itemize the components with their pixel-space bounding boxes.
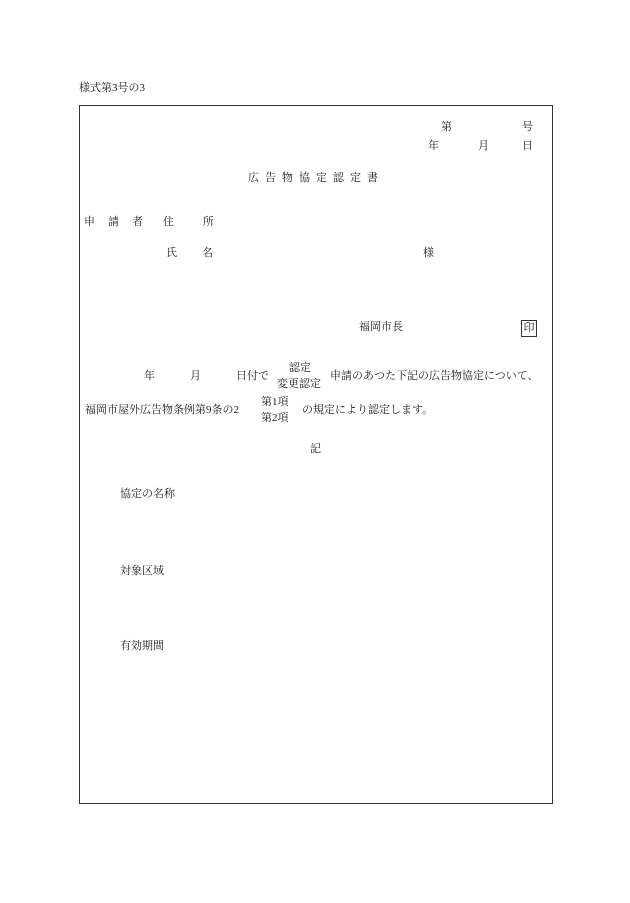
form-number-label: 様式第3号の3: [79, 82, 145, 94]
header-day: 日: [522, 140, 533, 152]
target-area-label: 対象区域: [120, 565, 164, 577]
document-number-prefix: 第: [441, 121, 452, 133]
body-year: 年: [144, 370, 155, 382]
address-label: 住所: [163, 216, 243, 228]
document-title: 広告物協定認定書: [248, 172, 384, 184]
header-year: 年: [428, 140, 439, 152]
applicant-label: 申請者: [84, 216, 156, 228]
body-line2-text: 福岡市屋外広告物条例第9条の2: [85, 404, 239, 416]
body-month: 月: [190, 370, 201, 382]
header-month: 月: [478, 140, 489, 152]
seal-mark: 印: [521, 320, 537, 337]
note-heading: 記: [310, 443, 321, 455]
honorific-label: 様: [423, 247, 434, 259]
name-label: 氏名: [166, 247, 238, 259]
option-paragraph-1: 第1項: [261, 396, 289, 408]
option-paragraph-2: 第2項: [261, 412, 289, 424]
option-certification: 認定: [289, 362, 311, 374]
body-line2-end: の規定により認定します。: [302, 404, 434, 416]
body-line1-text: 申請のあつた下記の広告物協定について、: [330, 370, 539, 382]
body-date-suffix: 日付で: [236, 370, 269, 382]
document-number-suffix: 号: [522, 121, 533, 133]
issuer-name: 福岡市長: [359, 321, 403, 333]
option-change-certification: 変更認定: [277, 378, 321, 390]
agreement-name-label: 協定の名称: [120, 488, 175, 500]
validity-period-label: 有効期間: [120, 640, 164, 652]
